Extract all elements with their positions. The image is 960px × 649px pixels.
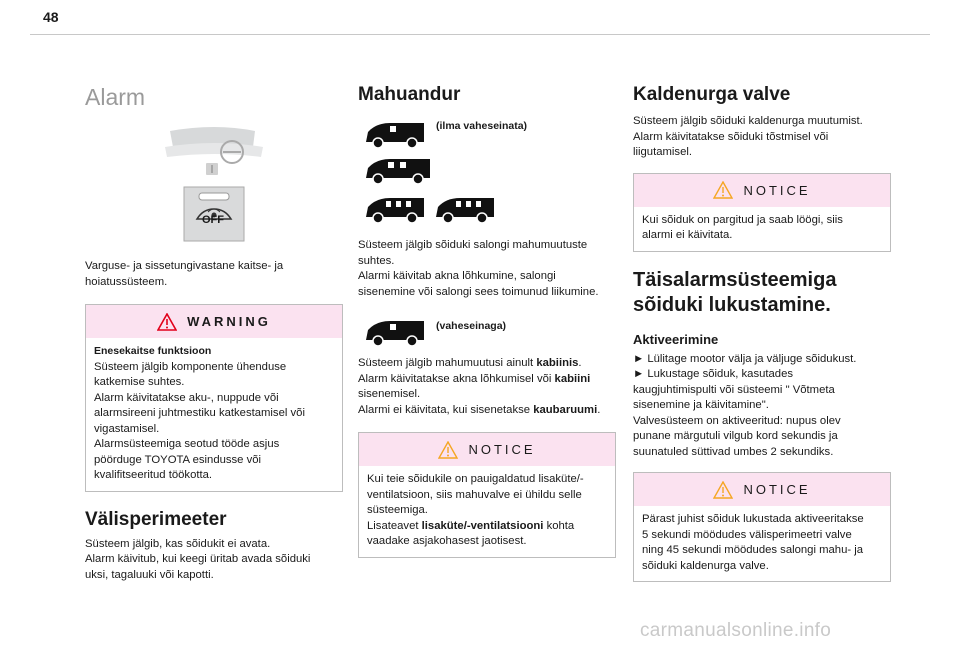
text-part: . — [578, 357, 582, 369]
alarm-off-label: OFF — [202, 214, 224, 226]
page-number: 48 — [43, 9, 59, 25]
text-line: Alarm käivitatakse aku-, nuppude või — [94, 391, 279, 404]
van-row-partition — [358, 310, 616, 350]
column-volume — [358, 80, 616, 558]
interior-mirror-illustration — [85, 119, 343, 179]
alarm-intro — [85, 259, 343, 290]
notice-header-label: NOTICE — [743, 482, 811, 497]
text-line: suunatuled süttivad umbes 2 sekundiks. — [633, 445, 834, 458]
van-crew-cab-icon — [434, 195, 496, 225]
notice-header — [634, 473, 890, 506]
text-line — [358, 356, 616, 372]
warning-triangle-icon — [157, 313, 177, 331]
notice-header-label: NOTICE — [468, 442, 536, 457]
text-part: Süsteem jälgib mahumuutusi ainult — [358, 357, 537, 369]
footer-watermark: carmanualsonline.info — [640, 620, 832, 641]
text-line: Süsteem jälgib sõiduki kaldenurga muutumist. — [633, 115, 863, 127]
warning-title: Enesekaitse funktsioon — [94, 345, 212, 357]
text-line: sisenemine ja käivitamine". — [633, 399, 769, 411]
text-part: kohta — [543, 519, 575, 532]
text-line — [367, 519, 607, 535]
text-line: Pärast juhist sõiduk lukustada aktiveeritakse — [642, 513, 864, 525]
text-line: pöörduge TOYOTA esindusse või — [94, 453, 262, 466]
notice-box-volume — [358, 432, 616, 558]
volume-text-2 — [358, 356, 616, 418]
warning-body — [86, 338, 342, 491]
warning-box — [85, 304, 343, 492]
top-divider — [30, 34, 930, 35]
van-long-icon — [364, 156, 432, 186]
text-line: alarmsireeni juhtmestiku katkestamisel või — [94, 407, 305, 419]
text-bold: lisaküte/-ventilatsiooni — [421, 519, 544, 532]
text-line: liigutamisel. — [633, 146, 693, 158]
van-double-cab-icon — [364, 195, 426, 225]
activation-title: Aktiveerimine — [633, 331, 719, 347]
text-line: Varguse- ja sissetungivastane kaitse- ja — [85, 260, 284, 272]
text-line: Valvesüsteem on aktiveeritud: nupus olev — [633, 414, 841, 427]
column-tilt — [633, 80, 891, 582]
text-line: hoiatussüsteem. — [85, 275, 168, 288]
text-part: Lisateavet — [367, 519, 422, 532]
text-line: 5 sekundi möödudes välisperimeetri valve — [642, 528, 852, 541]
notice-header — [359, 433, 615, 466]
text-line: vaadake asjakohasest jaotisest. — [367, 535, 527, 547]
volume-text-1 — [358, 238, 616, 300]
van-row-1 — [358, 116, 616, 154]
text-line: kvalifitseeritud töökotta. — [94, 469, 213, 481]
text-line: Alarmi käivitab akna lõhkumine, salongi — [358, 270, 556, 282]
notice-body — [359, 466, 615, 557]
text-line: Süsteem jälgib, kas sõidukit ei avata. — [85, 537, 271, 550]
notice-box-activation — [633, 472, 891, 582]
van-partition-icon — [364, 318, 426, 348]
text-bold: kabiinis — [536, 357, 579, 369]
text-line: Süsteem jälgib sõiduki salongi mahumuutuste — [358, 239, 588, 251]
text-line: ► Lülitage mootor välja ja väljuge sõidukust. — [633, 352, 857, 365]
tilt-text — [633, 114, 891, 161]
notice-box-tilt — [633, 173, 891, 252]
full-alarm-title-line: Täisalarmsüsteemiga — [633, 268, 837, 291]
warning-header — [86, 305, 342, 338]
label-with-partition: (vaheseinaga) — [436, 320, 507, 332]
full-alarm-title-line: sõiduki lukustamine. — [633, 293, 831, 316]
text-line: Süsteem jälgib komponente ühenduse — [94, 360, 287, 373]
alarm-title: Alarm — [85, 84, 146, 110]
text-line: süsteemiga. — [367, 504, 428, 516]
text-bold: kaubaruumi — [533, 403, 598, 416]
warning-header-label: WARNING — [187, 314, 271, 329]
text-line: sõiduki kaldenurga valve. — [642, 559, 769, 572]
text-line: kaugjuhtimispulti või süsteemi " Võtmeta — [633, 383, 835, 396]
text-line: ning 45 sekundi möödudes salongi mahu- ja — [642, 544, 864, 556]
text-line: alarmi ei käivitata. — [642, 229, 733, 241]
text-line: Alarmsüsteemiga seotud tööde asjus — [94, 438, 280, 450]
text-part: Alarm käivitatakse akna lõhkumisel või — [358, 372, 555, 385]
text-line — [358, 372, 616, 388]
text-line: sisenemine või salongi sees toimunud liikumine. — [358, 285, 599, 298]
text-line: Alarm käivitub, kui keegi üritab avada sõiduki — [85, 553, 311, 565]
notice-triangle-icon — [438, 441, 458, 459]
van-row-3 — [358, 195, 616, 230]
label-without-partition: (ilma vaheseinata) — [436, 120, 528, 132]
notice-header-label: NOTICE — [743, 182, 811, 198]
text-line: Kui sõiduk on pargitud ja saab löögi, siis — [642, 213, 843, 226]
volume-title: Mahuandur — [358, 84, 461, 105]
text-part: Alarmi ei käivitata, kui sisenetakse — [358, 403, 534, 416]
full-alarm-title — [633, 268, 891, 318]
column-alarm — [85, 80, 343, 583]
text-line: ventilatsioon, siis mahuvalve ei ühildu selle — [367, 488, 582, 501]
van-short-icon — [364, 120, 426, 150]
text-line: ► Lukustage sõiduk, kasutades — [633, 368, 794, 380]
text-line: suhtes. — [358, 254, 395, 267]
perimeter-text — [85, 537, 343, 584]
perimeter-title: Välisperimeeter — [85, 508, 227, 530]
text-line — [358, 403, 616, 419]
text-line: punane märgutuli vilgub kord sekundis ja — [633, 430, 838, 442]
text-line: Kui teie sõidukile on pauigaldatud lisaküte/- — [367, 473, 584, 485]
text-line: katkemise suhtes. — [94, 376, 185, 388]
text-line: sisenemisel. — [358, 388, 421, 400]
activation-text — [633, 352, 891, 461]
text-part: . — [597, 403, 601, 416]
notice-header — [634, 174, 890, 207]
text-line: vigastamisel. — [94, 422, 160, 435]
text-line: uksi, tagaluuki või kapotti. — [85, 568, 214, 581]
text-line: Alarm käivitatakse sõiduki tõstmisel või — [633, 130, 829, 143]
notice-triangle-icon — [713, 181, 733, 199]
notice-body — [634, 207, 890, 251]
notice-triangle-icon — [713, 481, 733, 499]
text-bold: kabiini — [554, 372, 591, 385]
tilt-title: Kaldenurga valve — [633, 84, 791, 105]
notice-body — [634, 506, 890, 581]
